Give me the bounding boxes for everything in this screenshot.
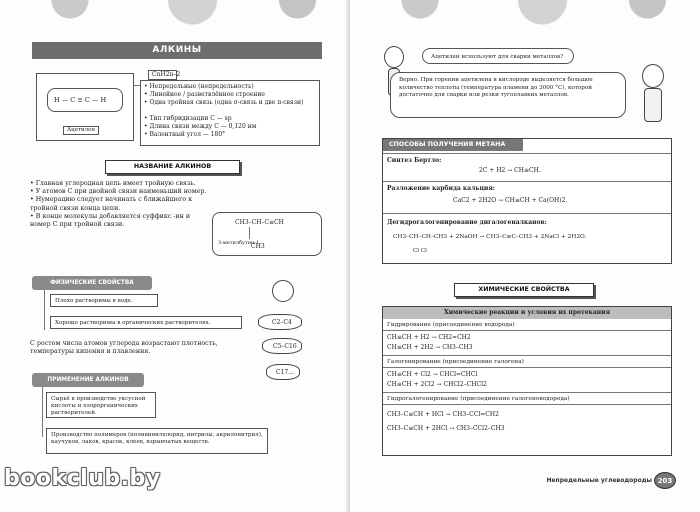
divider	[383, 355, 671, 356]
speech-question: Ацетилен используют для сварки металлов?	[431, 54, 564, 60]
application-item: Производство полимеров (поливинилхлорид, нитрилы, акрилонитрил), каучуков, лаков, красок, клеев, взрывчатых веществ.	[51, 432, 263, 445]
speech-answer: Верно. При горении ацетилена в кислороде выделяется большое количество теплоты (температура пламени до 3000 °С), которой достаточно для сварки или резки тугоплавких металлов.	[399, 77, 593, 99]
lightbulb-icon	[272, 280, 294, 302]
physical-item-box	[50, 316, 242, 329]
properties-box	[140, 80, 320, 146]
physical-item-box	[50, 294, 158, 307]
general-formula: CnH2n–2	[152, 71, 181, 78]
divider	[383, 213, 671, 214]
physical-item: Хорошо растворимы в органических растворителях.	[55, 320, 211, 326]
connector-line	[44, 290, 45, 330]
naming-example-name: 3-метилбутин-1	[218, 240, 260, 246]
application-item-box	[46, 428, 268, 454]
bond-line	[249, 227, 250, 239]
method-name: Разложение карбида кальция:	[387, 185, 495, 192]
method-name: Синтез Бертло:	[387, 157, 442, 164]
bubble-label: C5–C16	[273, 343, 297, 350]
naming-item: • Нумерацию следует начинать с ближайшего к тройной связи конца цепи.	[30, 196, 208, 212]
method-equation: CaC2 + 2H2O → CH≡CH + Ca(OH)2.	[453, 197, 568, 204]
divider	[383, 404, 671, 405]
reactions-table	[382, 306, 672, 456]
reaction-heading: Гидрогалогенирование (присоединение галогеноводорода)	[387, 396, 570, 402]
divider	[383, 181, 671, 182]
naming-list	[30, 180, 208, 229]
property-item: • Непредельные (непредельность)	[144, 83, 254, 91]
structure-formula-frame	[47, 88, 123, 112]
footer-section-title: Непредельные углеводороды	[546, 477, 652, 484]
divider	[383, 392, 671, 393]
connector-line	[42, 387, 43, 437]
property-item: • Линейное / разветвлённое строение	[144, 91, 265, 99]
method-equation: CH3–CH–CH–CH3 + 2NaOH → CH3–C≡C–CH3 + 2NaCl + 2H2O.	[393, 234, 587, 240]
physical-label: ФИЗИЧЕСКИЕ СВОЙСТВА	[32, 276, 152, 290]
application-item: Сырьё в производстве уксусной кислоты и хлорорганических растворителей.	[51, 396, 146, 416]
reaction-line: CH3–C≡CH + 2HCl → CH3–CCl2–CH3	[387, 425, 505, 432]
naming-item: • У атомов С при двойной связи наименьший номер.	[30, 188, 208, 196]
reaction-line: CH3–C≡CH + HCl → CH3–CCl=CH2	[387, 411, 499, 418]
naming-label: НАЗВАНИЕ АЛКИНОВ	[105, 160, 240, 174]
property-item: • Одна тройная связь (одна σ-связь и две π-связи)	[144, 99, 318, 107]
reaction-line: CH≡CH + 2H2 → CH3–CH3	[387, 344, 473, 351]
methods-title: СПОСОБЫ ПОЛУЧЕНИЯ МЕТАНА	[383, 139, 523, 151]
reaction-line: CH≡CH + 2Cl2 → CHCl2–CHCl2	[387, 381, 487, 388]
structure-box	[36, 73, 134, 141]
bubble	[258, 314, 302, 330]
reaction-heading: Гидрирование (присоединение водорода)	[387, 322, 515, 328]
bubble	[262, 338, 302, 354]
chem-label: ХИМИЧЕСКИЕ СВОЙСТВА	[454, 283, 594, 297]
bubble-label: C17...	[276, 369, 294, 376]
property-item: • Тип гибридизации С — sp	[144, 115, 232, 123]
reaction-line: CH≡CH + Cl2 → CHCl=CHCl	[387, 371, 478, 378]
watermark: bookclub.by	[4, 466, 161, 491]
divider	[383, 153, 671, 154]
physical-item: Плохо растворимы в воде.	[55, 298, 133, 304]
naming-example-box	[212, 212, 322, 256]
application-item-box	[46, 392, 156, 418]
naming-example-formula: CH3–CH–C≡CH	[235, 219, 284, 226]
divider	[383, 330, 671, 331]
speech-bubble-question	[422, 48, 574, 64]
method-equation: 2C + H2 → CH≡CH.	[479, 167, 541, 174]
bubble	[266, 364, 300, 380]
professor-head-icon	[642, 64, 664, 88]
reaction-heading: Галогенирование (присоединение галогена)	[387, 359, 524, 365]
naming-item: • Главная углеродная цепь имеет тройную связь.	[30, 180, 208, 188]
professor-figure	[632, 62, 676, 126]
reaction-line: CH≡CH + H2 → CH2=CH2	[387, 334, 471, 341]
general-formula-box	[148, 70, 181, 80]
divider	[383, 367, 671, 368]
bubble-label: C2–C4	[272, 319, 292, 326]
property-item: • Валентный угол — 180°	[144, 131, 225, 139]
professor-body-icon	[644, 88, 662, 122]
page-title: АЛКИНЫ	[32, 42, 322, 59]
right-page	[350, 0, 700, 512]
naming-example-substituent: CH3	[251, 243, 265, 250]
methods-box	[382, 138, 672, 264]
bubbles-figure	[258, 280, 318, 390]
method-subscript: Cl Cl	[413, 248, 427, 254]
cloud-decoration	[350, 0, 700, 38]
application-label: ПРИМЕНЕНИЕ АЛКИНОВ	[32, 373, 144, 387]
scientist-head-icon	[384, 46, 404, 68]
table-header: Химические реакции и условия их протекания	[383, 307, 671, 319]
naming-item: • В конце молекулы добавляется суффикс -ин и номер С при тройной связи.	[30, 213, 208, 229]
property-item: • Длина связи между С — 0,120 нм	[144, 123, 256, 131]
speech-bubble-answer	[390, 72, 626, 118]
structure-formula: H — C ≡ C — H	[54, 96, 107, 104]
method-name: Дегидрогалогенирование дигалогеналканов:	[387, 219, 547, 226]
page-number: 203	[654, 472, 676, 489]
cloud-decoration	[0, 0, 350, 38]
structure-name: Ацетилен	[63, 126, 99, 135]
physical-note: С ростом числа атомов углерода возрастают плотность, температуры кипения и плавления.	[30, 340, 218, 356]
